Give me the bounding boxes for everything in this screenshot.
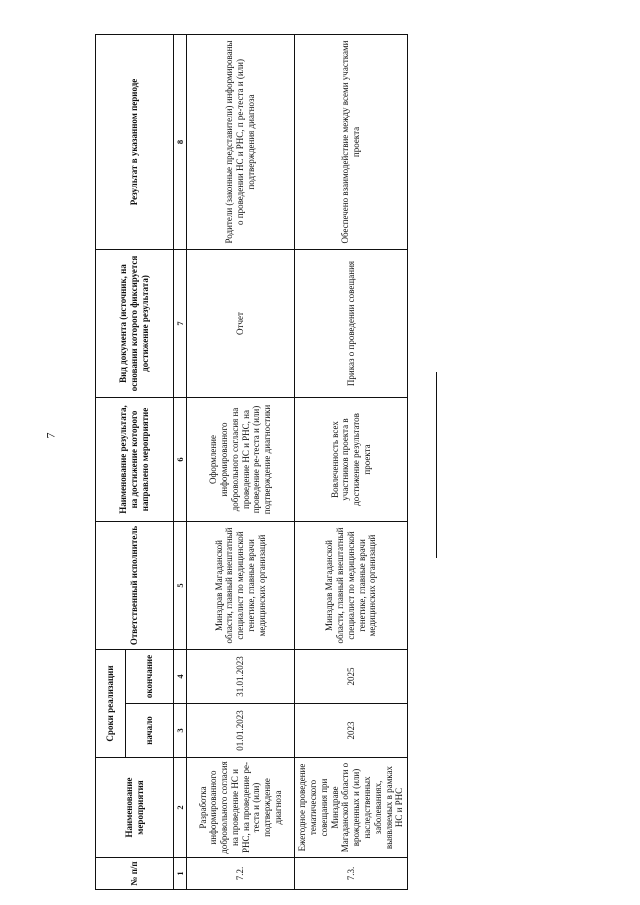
row-executor: Минздрав Магаданской области, главный внештатный специалист по медицинской генетике, главные врачи медицинских организаций bbox=[187, 522, 295, 650]
header-end: окончание bbox=[126, 650, 174, 704]
header-start: начало bbox=[126, 704, 174, 758]
header-doc-type: Вид документа (источник, на основании которого фиксируется достижение результата) bbox=[96, 250, 174, 398]
header-executor: Ответственный исполнитель bbox=[96, 522, 174, 650]
row-doc-type: Приказ о проведении совещания bbox=[295, 250, 408, 398]
row-name: Ежегодное проведение тематического совещания при Минздраве Магаданской области о врожденных и (или) наследственных заболеваниях, выявляемых в рамках НС и РНС bbox=[295, 758, 408, 858]
column-number: 1 bbox=[174, 858, 187, 890]
row-doc-type: Отчет bbox=[187, 250, 295, 398]
rotated-table-container bbox=[95, 35, 403, 890]
row-result: Родители (законные представители) информированы о проведении НС и РНС, п ре-теста и (или) подтверждения диагноза bbox=[187, 35, 295, 250]
column-number: 3 bbox=[174, 704, 187, 758]
column-number: 6 bbox=[174, 398, 187, 522]
row-start: 2023 bbox=[295, 704, 408, 758]
column-number: 5 bbox=[174, 522, 187, 650]
row-end: 2025 bbox=[295, 650, 408, 704]
header-num: № п/п bbox=[96, 858, 174, 890]
table-row bbox=[295, 35, 408, 890]
column-number-row bbox=[174, 35, 187, 890]
signature-line bbox=[436, 372, 437, 558]
header-period: Сроки реализации bbox=[96, 650, 126, 758]
column-number: 4 bbox=[174, 650, 187, 704]
table-row bbox=[187, 35, 295, 890]
page-number: 7 bbox=[43, 432, 58, 439]
row-result-name: Оформление информированного добровольного согласия на проведение НС и РНС, на проведение ре-теста и (или) подтверждение диагностики bbox=[187, 398, 295, 522]
row-result: Обеспечено взаимодействие между всеми участками проекта bbox=[295, 35, 408, 250]
header-name: Наименование мероприятия bbox=[96, 758, 174, 858]
column-number: 2 bbox=[174, 758, 187, 858]
row-num: 7.2. bbox=[187, 858, 295, 890]
row-end: 31.01.2023 bbox=[187, 650, 295, 704]
row-num: 7.3. bbox=[295, 858, 408, 890]
header-result-name: Наименование результата, на достижение которого направлено мероприятие bbox=[96, 398, 174, 522]
row-executor: Минздрав Магаданской области, главный внештатный специалист по медицинской генетике, главные врачи медицинских организаций bbox=[295, 522, 408, 650]
row-start: 01.01.2023 bbox=[187, 704, 295, 758]
activities-table bbox=[95, 34, 408, 890]
header-result: Результат в указанном периоде bbox=[96, 35, 174, 250]
row-name: Разработка информированного добровольного согласия на проведение НС и РНС, на проведение ре-теста и (или) подтверждение диагноза bbox=[187, 758, 295, 858]
column-number: 7 bbox=[174, 250, 187, 398]
column-number: 8 bbox=[174, 35, 187, 250]
row-result-name: Вовлеченность всех участников проекта в достижение результатов проекта bbox=[295, 398, 408, 522]
